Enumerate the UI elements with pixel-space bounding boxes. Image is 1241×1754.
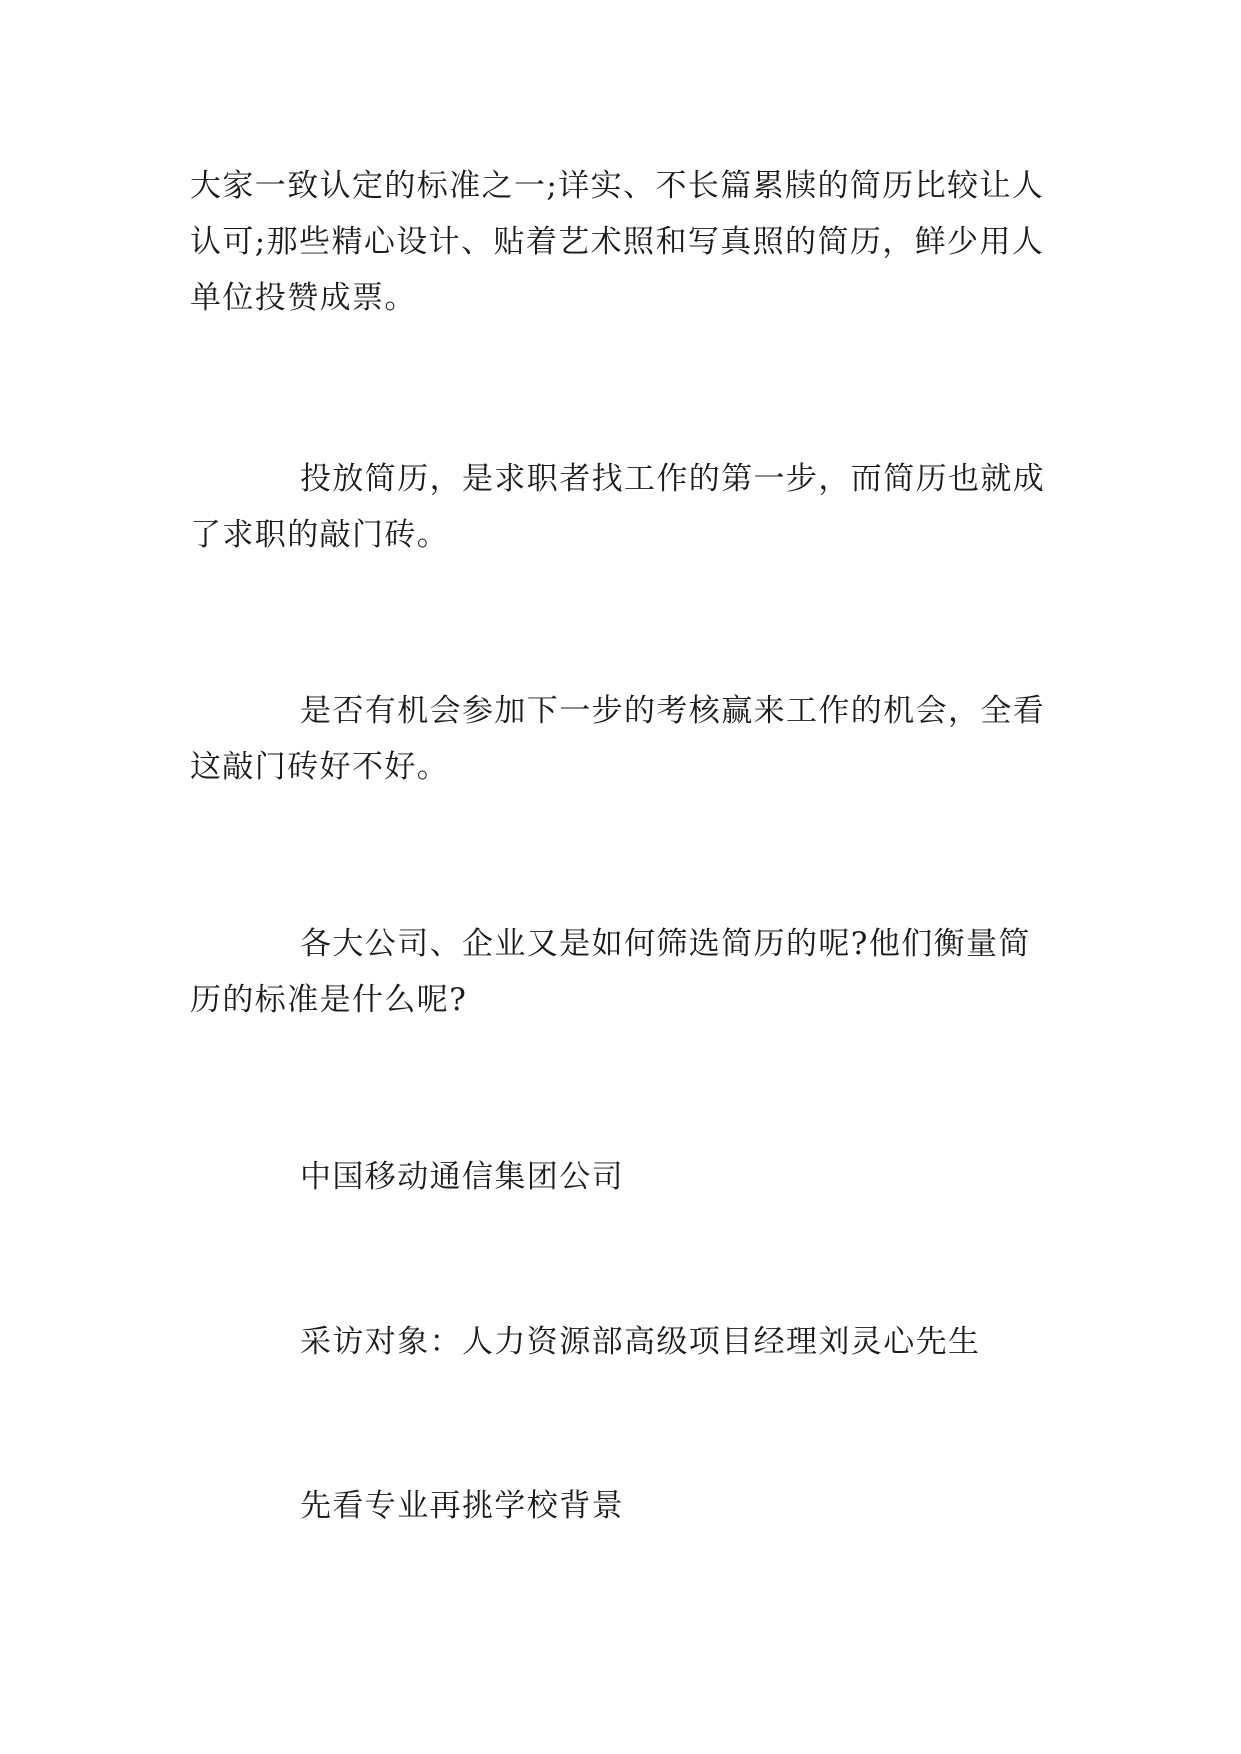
section-subheading: 先看专业再挑学校背景 bbox=[300, 1488, 624, 1524]
paragraph-resume-first-step: 投放简历，是求职者找工作的第一步，而简历也就成了求职的敲门砖。 bbox=[190, 461, 1046, 553]
paragraph-opportunity: 是否有机会参加下一步的考核赢来工作的机会，全看这敲门砖好不好。 bbox=[190, 693, 1046, 785]
section-company-name: 中国移动通信集团公司 bbox=[300, 1159, 624, 1195]
interviewee-line: 采访对象：人力资源部高级项目经理刘灵心先生 bbox=[300, 1324, 981, 1360]
paragraph-resume-standards: 大家一致认定的标准之一;详实、不长篇累牍的简历比较让人认可;那些精心设计、贴着艺术照和写真照的简历，鲜少用人单位投赞成票。 bbox=[190, 168, 1045, 316]
paragraph-question: 各大公司、企业又是如何筛选简历的呢?他们衡量简历的标准是什么呢? bbox=[190, 926, 1031, 1018]
